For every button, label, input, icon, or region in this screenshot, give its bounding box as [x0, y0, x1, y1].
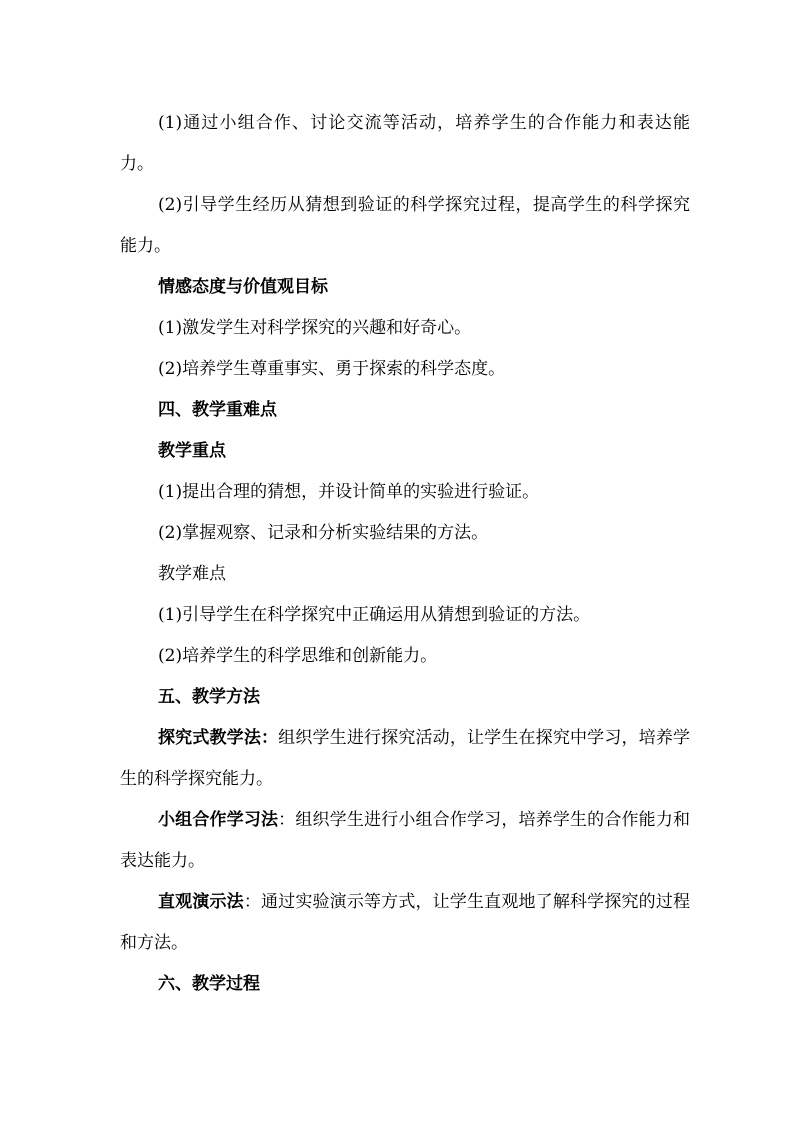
- paragraph-key-point-one: (1)提出合理的猜想，并设计简单的实验进行验证。: [158, 482, 540, 502]
- paragraph-difficulty-one: (1)引导学生在科学探究中正确运用从猜想到验证的方法。: [158, 605, 591, 625]
- heading-emotion-goals: 情感态度与价值观目标: [158, 277, 328, 297]
- document-body: [120, 103, 690, 1005]
- heading-section-four: 四、教学重难点: [158, 400, 277, 420]
- heading-difficulties: 教学难点: [158, 564, 226, 584]
- method-group-text: ：组织学生进行小组合作学习，培养学生的合作能力和表达能力。: [120, 810, 691, 871]
- paragraph-method-group: [120, 800, 690, 882]
- paragraph-method-demo: [120, 882, 690, 964]
- paragraph-attitude-goal: (2)培养学生尊重事实、勇于探索的科学态度。: [158, 359, 506, 379]
- method-demo-term: 直观演示法: [158, 892, 244, 912]
- paragraph-interest-goal: (1)激发学生对科学探究的兴趣和好奇心。: [158, 318, 472, 338]
- paragraph-collaboration-goal: (1)通过小组合作、讨论交流等活动，培养学生的合作能力和表达能力。: [120, 113, 690, 174]
- method-inquiry-text: 组织学生进行探究活动，让学生在探究中学习，培养学生的科学探究能力。: [120, 728, 691, 789]
- heading-section-six: 六、教学过程: [158, 974, 260, 994]
- heading-section-five: 五、教学方法: [158, 687, 260, 707]
- method-inquiry-term: 探究式教学法：: [158, 728, 279, 748]
- paragraph-inquiry-goal: (2)引导学生经历从猜想到验证的科学探究过程，提高学生的科学探究能力。: [120, 195, 690, 256]
- method-demo-text: ：通过实验演示等方式，让学生直观地了解科学探究的过程和方法。: [120, 892, 691, 953]
- paragraph-key-point-two: (2)掌握观察、记录和分析实验结果的方法。: [158, 523, 489, 543]
- heading-key-points: 教学重点: [158, 441, 226, 461]
- method-group-term: 小组合作学习法: [158, 810, 279, 830]
- paragraph-method-inquiry: [120, 718, 690, 800]
- paragraph-difficulty-two: (2)培养学生的科学思维和创新能力。: [158, 646, 438, 666]
